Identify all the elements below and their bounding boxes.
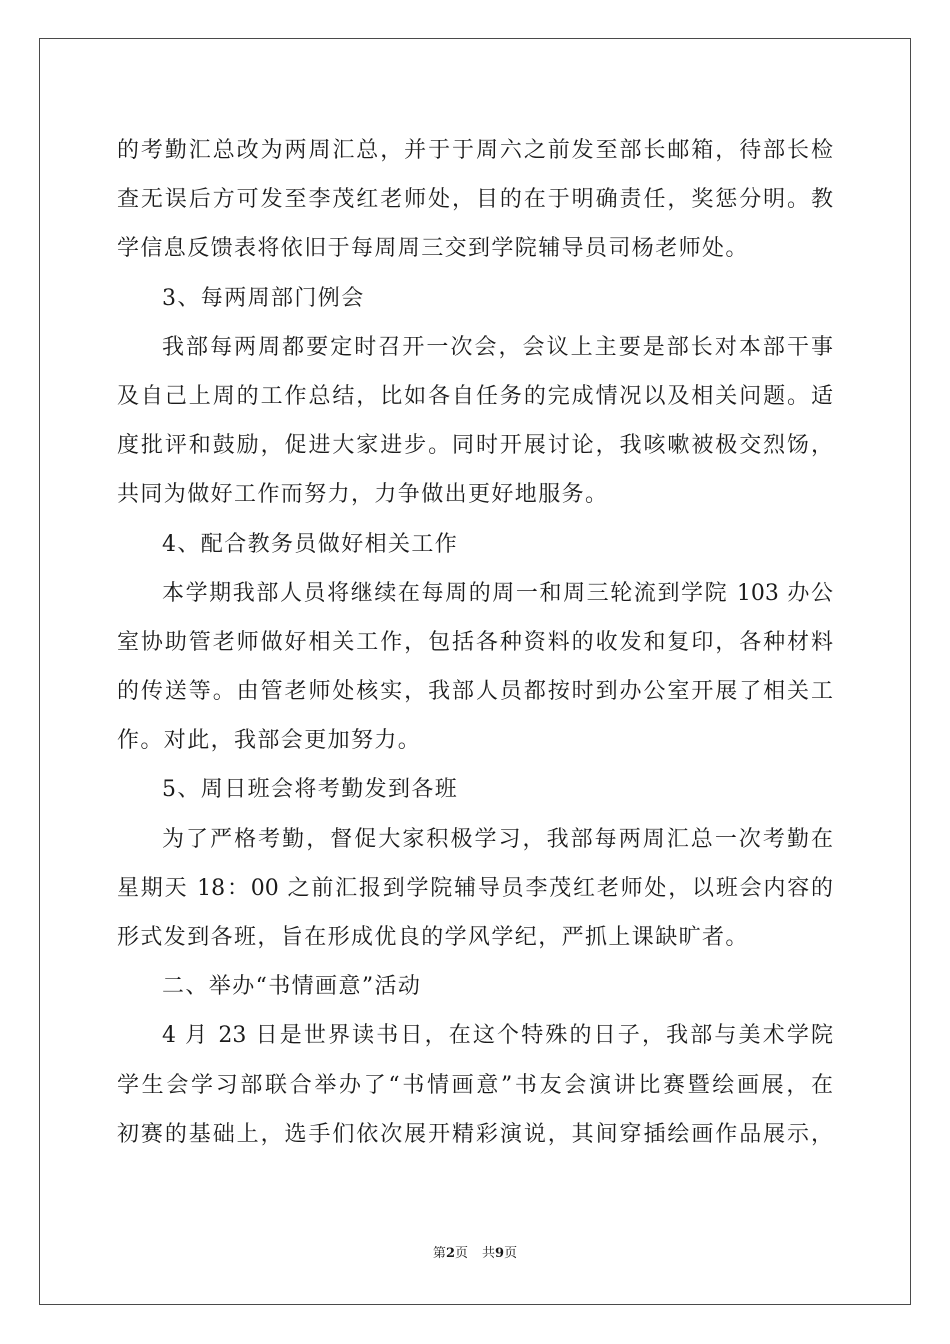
text-line: 形式发到各班，旨在形成优良的学风学纪，严抓上课缺旷者。	[117, 925, 749, 950]
text-line: 的考勤汇总改为两周汇总，并于于周六之前发至部长邮箱，待部长检	[117, 138, 833, 163]
text-line: 共同为做好工作而努力，力争做出更好地服务。	[117, 482, 609, 508]
text-line: 及自己上周的工作总结，比如各自任务的完成情况以及相关问题。适	[117, 383, 833, 409]
text-line: 我部每两周都要定时召开一次会，会议上主要是部长对本部干事	[162, 334, 833, 360]
text-line: 初赛的基础上，选手们依次展开精彩演说，其间穿插绘画作品展示，	[117, 1121, 833, 1147]
total-pages: 9	[495, 1246, 505, 1261]
page-footer	[0, 1242, 950, 1261]
text-line: 学信息反馈表将依旧于每周周三交到学院辅导员司杨老师处。	[117, 236, 749, 262]
page-prefix: 第	[432, 1246, 446, 1261]
text-line: 室协助管老师做好相关工作，包括各种资料的收发和复印，各种材料	[117, 629, 833, 655]
document-body	[117, 126, 833, 1159]
total-prefix: 共	[482, 1246, 496, 1261]
page-number: 2	[445, 1246, 455, 1261]
text-line: 学生会学习部联合举办了“书情画意”书友会演讲比赛暨绘画展，在	[117, 1072, 833, 1098]
text-line: 的传送等。由管老师处核实，我部人员都按时到办公室开展了相关工	[117, 679, 833, 705]
text-line: 作。对此，我部会更加努力。	[117, 728, 422, 754]
text-line: 查无误后方可发至李茂红老师处，目的在于明确责任，奖惩分明。教	[117, 187, 833, 213]
text-line: 度批评和鼓励，促进大家进步。同时开展讨论，我咳嗽被极交烈饧，	[117, 433, 833, 459]
text-line: 3、每两周部门例会	[162, 285, 365, 311]
text-line: 二、举办“书情画意”活动	[162, 974, 422, 1000]
total-suffix: 页	[504, 1246, 518, 1261]
text-line: 星期天 18：00 之前汇报到学院辅导员李茂红老师处，以班会内容的	[117, 875, 833, 901]
text-line: 5、周日班会将考勤发到各班	[162, 777, 459, 803]
text-line: 4、配合教务员做好相关工作	[162, 531, 459, 557]
text-line: 4 月 23 日是世界读书日，在这个特殊的日子，我部与美术学院	[162, 1023, 833, 1049]
page-suffix: 页	[454, 1246, 468, 1261]
text-line: 本学期我部人员将继续在每周的周一和周三轮流到学院 103 办公	[162, 580, 833, 606]
text-line: 为了严格考勤，督促大家积极学习，我部每两周汇总一次考勤在	[162, 826, 833, 852]
